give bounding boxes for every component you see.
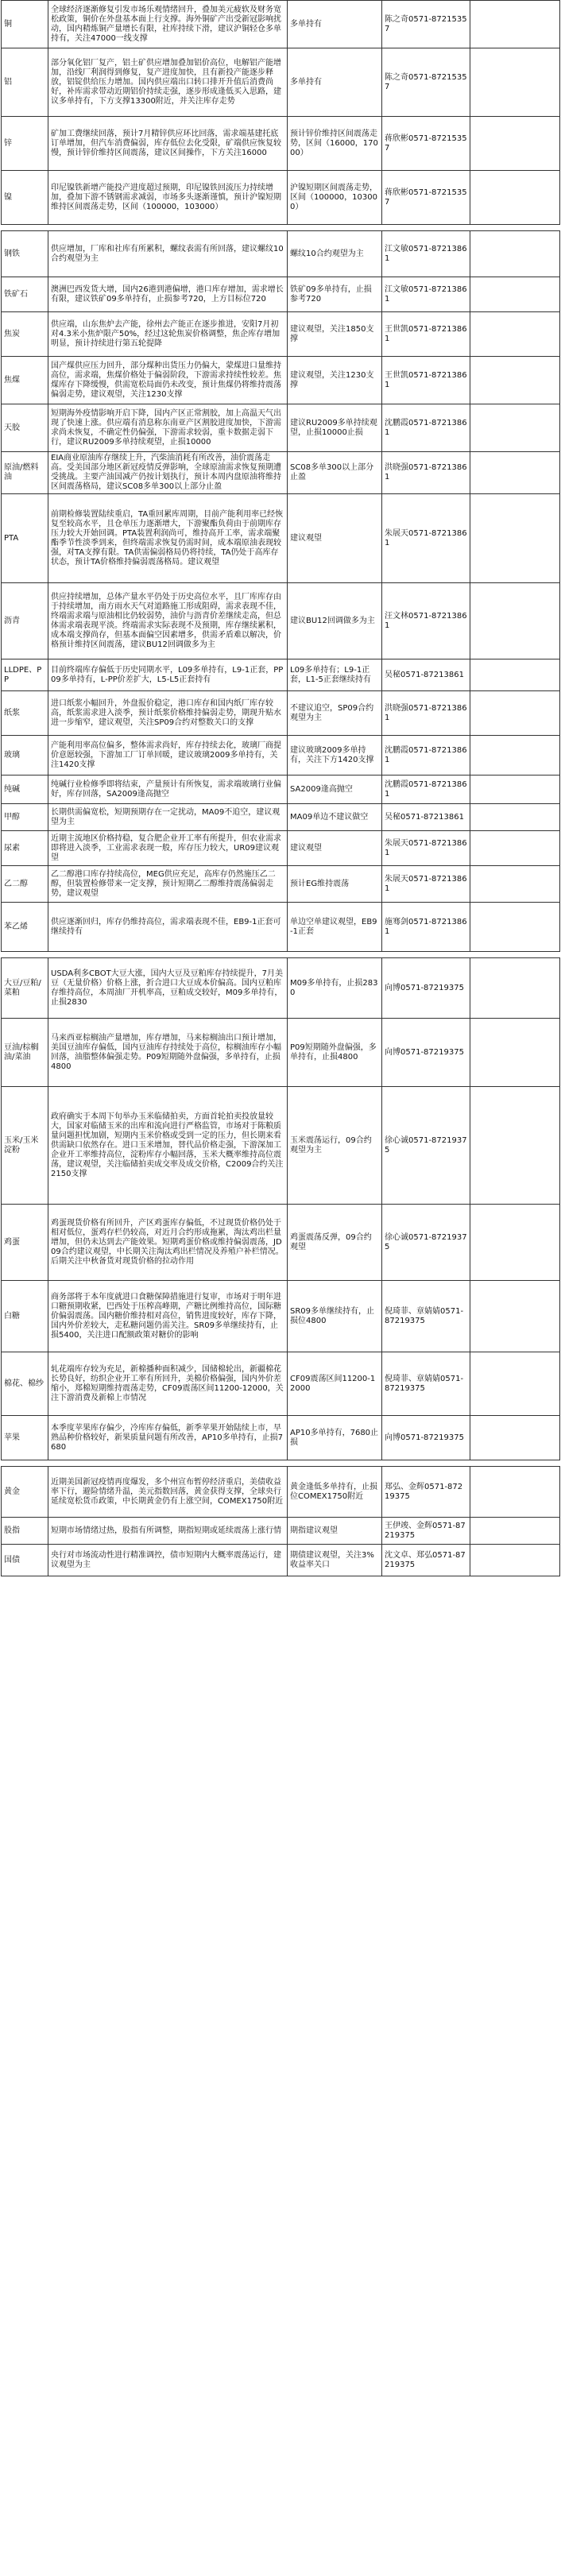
blank-cell [470,691,560,736]
commodity-name-cell: 铁矿石 [2,277,48,312]
table-row [2,117,560,171]
analysis-cell: 产能利用率高位偏多，整体需求尚好，库存持续去化，玻璃厂商提价意愿较强，下游加工厂订单回暖，建议玻璃2009多单持有，关注1420支撑 [48,736,288,776]
commodity-name-cell: 白糖 [2,1281,48,1352]
view-cell: 建议玻璃2009多单持有，关注下方1420支撑 [288,736,382,776]
commodity-name-cell: 钢铁 [2,231,48,277]
section-gap [1,225,560,230]
analyst-cell: 郑弘、金辉0571-87219375 [382,1467,470,1518]
table-row [2,171,560,225]
commodity-name-cell: 国债 [2,1545,48,1576]
table-row [2,277,560,312]
table-row [2,1,560,48]
view-cell: P09短期随外盘偏强，多单持有，止损4800 [288,1019,382,1087]
analysis-cell: 澳洲巴西发货大增，国内26港到港偏增，港口库存增加，需求增长有限，建议铁矿09多单持有，止损参考720，上方目标位720 [48,277,288,312]
table-row [2,1281,560,1352]
table-row [2,312,560,357]
blank-cell [470,231,560,277]
table-row [2,736,560,776]
commodity-name-cell: 苯乙烯 [2,903,48,952]
commodity-name-cell: 镍 [2,171,48,225]
analyst-cell: 蒋欣彬0571-87215357 [382,117,470,171]
blank-cell [470,804,560,831]
commodity-name-cell: 棉花、棉纱 [2,1352,48,1416]
commodity-name-cell: 玻璃 [2,736,48,776]
blank-cell [470,831,560,866]
analyst-cell: 沈鹏霞0571-87213861 [382,404,470,452]
commodity-name-cell: 锌 [2,117,48,171]
table-row [2,866,560,903]
table-row [2,1518,560,1545]
analyst-cell: 向博0571-87219375 [382,1416,470,1460]
analysis-cell: 近期美国新冠疫情再度爆发，多个州宣布暂停经济重启，美债收益率下行，避险情绪升温，美元指数回落，黄金获得支撑，全球央行延续宽松货币政策，中长期黄金仍有上涨空间，COMEX1750附近 [48,1467,288,1518]
commodity-name-cell: LLDPE、PP [2,659,48,691]
blank-cell [470,1545,560,1576]
table-row [2,357,560,404]
view-cell: 鸡蛋震荡反弹，09合约观望 [288,1205,382,1281]
commodity-name-cell: 豆油/棕榈油/菜油 [2,1019,48,1087]
commodity-name-cell: 沥青 [2,583,48,659]
analysis-cell: 供应增加，厂库和社库有所累积，螺纹表需有所回落，建议螺纹10合约观望为主 [48,231,288,277]
section-table-agriculture [1,957,560,1460]
blank-cell [470,1416,560,1460]
blank-cell [470,494,560,583]
analyst-cell: 向博0571-87219375 [382,1019,470,1087]
view-cell: AP10多单持有，7680止损 [288,1416,382,1460]
view-cell: MA09单边不建议做空 [288,804,382,831]
analysis-cell: 短期市场情绪过热，股指有所调整，期指短期或延续震荡上涨行情 [48,1518,288,1545]
view-cell: 多单持有 [288,1,382,48]
view-cell: 不建议追空，SP09合约观望为主 [288,691,382,736]
analysis-cell: 本季度苹果库存偏少，冷库库存偏低，新季苹果开始陆续上市，早熟品种价格较好，新果质量问题有所改善，AP10多单持有，止损7680 [48,1416,288,1460]
blank-cell [470,312,560,357]
analyst-cell: 倪琦菲、章婧婧0571-87219375 [382,1352,470,1416]
blank-cell [470,277,560,312]
blank-cell [470,903,560,952]
section-table-ferrous-energy-chemicals [1,230,560,952]
blank-cell [470,357,560,404]
analysis-cell: 前期检修装置陆续重启，TA重回累库周期，目前产能利用率已经恢复至较高水平，且仓单压力逐渐增大，下游聚酯负荷由于前期库存压力较大开始回调。PTA装置利润尚可，维持高开工率，需求端聚酯季节性淡季到来，但终端需求恢复仍需时间，成本端原油表现较强，对TA支撑有限。TA供需偏弱格局仍将持续，TA仍处于高库存状态，预计TA价格维持偏弱震荡格局。建议观望 [48,494,288,583]
view-cell: SR09多单继续持有，止损位4800 [288,1281,382,1352]
analysis-cell: 供应持续增加，总体产量水平仍处于历史高位水平，且厂库库存由于持续增加，南方雨水天气对道路施工形成阻碍，需求表现不佳，终端需求端与原油相比仍较弱势，油价与沥青价差继续走高，但总体需求端表现平淡。终端需求实际表现不及预期，库存继续累积，成本端支撑尚存，但基本面偏空因素增多，供需矛盾难以解决，价格预计维持区间震荡，建议BU12回调做多为主 [48,583,288,659]
view-cell: 期债建议观望，关注3%收益率关口 [288,1545,382,1576]
commodity-name-cell: 铜 [2,1,48,48]
analyst-cell: 朱展天0571-87213861 [382,494,470,583]
analyst-cell: 徐心诚0571-87219375 [382,1087,470,1205]
analysis-cell: 全球经济逐渐修复引发市场乐观情绪回升，叠加美元疲软及财务宽松政策，铜价在外盘基本面上行支撑。海外铜矿产出受新冠影响扰动，国内精炼铜产量增长有限，社库持续下滑，建议沪铜轻仓多单持有，关注47000一线支撑 [48,1,288,48]
table-row [2,583,560,659]
analyst-cell: 江文敏0571-87213861 [382,231,470,277]
commodity-name-cell: 乙二醇 [2,866,48,903]
analysis-cell: 央行对市场流动性进行精准调控，债市短期内大概率震荡运行，建议观望为主 [48,1545,288,1576]
blank-cell [470,404,560,452]
table-row [2,48,560,117]
view-cell: SA2009逢高抛空 [288,776,382,804]
analysis-cell: 政府确实于本周下旬举办玉米临储拍卖，方面首轮拍卖投放量较大，国家对临储玉米的出库和流向进行严格监管，市场对于陈粮质量问题担忧加剧，短期内玉米价格或受到一定的压力，但长期来看供需缺口依然存在。进口玉米增加，替代品价格走强，下游深加工企业开工率维持高位，淀粉库存小幅回落，玉米大概率维持高位震荡，建议观望，关注临储拍卖成交率及成交价格，C2009合约关注2150支撑 [48,1087,288,1205]
view-cell: 建议观望，关注1850支撑 [288,312,382,357]
blank-cell [470,1,560,48]
blank-cell [470,117,560,171]
table-row [2,776,560,804]
analyst-cell: 蒋欣彬0571-87215357 [382,171,470,225]
analysis-cell: 进口纸浆小幅回升，外盘报价稳定，港口库存和国内纸厂库存较高，纸浆需求进入淡季，预计纸浆价格维持偏弱走势，期现升贴水进一步缩窄，建议观望，关注SP09合约对整数关口的支撑 [48,691,288,736]
analysis-cell: 乙二醇港口库存持续高位，MEG供应充足，高库存仍然施压乙二醇，但装置检修带来一定支撑，预计短期乙二醇维持震荡偏弱走势，建议观望 [48,866,288,903]
analyst-cell: 朱展天0571-87213861 [382,831,470,866]
view-cell: 单边空单建议观望，EB9-1正套 [288,903,382,952]
analysis-cell: 长期供需偏宽松，短期预期存在一定扰动，MA09不追空，建议观望为主 [48,804,288,831]
commodity-name-cell: 纯碱 [2,776,48,804]
table-row [2,1352,560,1416]
analysis-cell: 短期海外疫情影响开启下降，国内产区正常割胶，加上高温天气出现了快速上涨。供应端有消息称东南亚产区割胶进度加快，下游需求尚未恢复，不确定性仍偏强，下游需求较弱，重卡数据走弱下行，建议RU2009多单持续观望，止损10000 [48,404,288,452]
commodity-name-cell: 铝 [2,48,48,117]
analysis-cell: 矿加工费继续回落，预计7月精锌供应环比回落，需求端基建托底订单增加，但汽车消费偏弱，库存低位去化受限，矿端供应恢复较慢，预计锌价维持区间震荡，建议区间操作，下方关注16000 [48,117,288,171]
section-table-precious-metals-index [1,1466,560,1576]
analyst-cell: 施骞剑0571-87213861 [382,903,470,952]
commodity-name-cell: 焦煤 [2,357,48,404]
analysis-cell: 印尼镍铁新增产能投产进度超过预期，印尼镍铁回流压力持续增加，叠加下游不锈钢需求减弱，市场多头逐渐谨慎，预计沪镍短期维持区间震荡走势，区间（100000，103000） [48,171,288,225]
table-row [2,903,560,952]
table-row [2,659,560,691]
table-row [2,1467,560,1518]
blank-cell [470,736,560,776]
view-cell: 玉米震荡运行，09合约观望为主 [288,1087,382,1205]
section-gap [1,1460,560,1466]
analysis-cell: 纯碱行业检修季即将结束，产量预计有所恢复，需求端玻璃行业偏好，库存回落，SA2009逢高抛空 [48,776,288,804]
table-row [2,1019,560,1087]
commodity-name-cell: 焦炭 [2,312,48,357]
analyst-cell: 洪晓强0571-87213861 [382,691,470,736]
table-row [2,804,560,831]
view-cell: CF09震荡区间11200-12000 [288,1352,382,1416]
blank-cell [470,583,560,659]
view-cell: 建议BU12回调做多为主 [288,583,382,659]
blank-cell [470,659,560,691]
view-cell: 建议观望 [288,494,382,583]
commodity-name-cell: 苹果 [2,1416,48,1460]
view-cell: L09多单持有；L9-1正套，L1-5正套继续持有 [288,659,382,691]
analysis-cell: 商务部将于本年度就进口食糖保障措施进行复审，市场对于明年进口糖预期收紧，巴西处于压榨高峰期，产糖比例维持高位，国际糖价偏弱震荡。国内糖价维持相对高位，销售进度较好，库存下降，国内外价差较大，走私糖问题仍需关注。SR09多单继续持有，止损5400，关注进口配额政策对糖价的影响 [48,1281,288,1352]
analyst-cell: 江文敏0571-87213861 [382,277,470,312]
market-strategy-sheet [1,0,560,1576]
blank-cell [470,958,560,1019]
analyst-cell: 沈鹏霞0571-87213861 [382,776,470,804]
view-cell: M09多单持有，止损2830 [288,958,382,1019]
analyst-cell: 沈文卓、郑弘0571-87219375 [382,1545,470,1576]
commodity-name-cell: 鸡蛋 [2,1205,48,1281]
analysis-cell: 马来西亚棕榈油产量增加，库存增加，马来棕榈油出口预计增加，美国豆油库存偏低，国内豆油库存持续处于高位，棕榈油库存小幅回落，油脂整体偏强走势。P09短期随外盘偏强，多单持有，止损4800 [48,1019,288,1087]
table-row [2,958,560,1019]
view-cell: 建议观望，关注1230支撑 [288,357,382,404]
section-gap [1,952,560,957]
commodity-name-cell: 纸浆 [2,691,48,736]
view-cell: 预计EG维持震荡 [288,866,382,903]
commodity-name-cell: PTA [2,494,48,583]
commodity-name-cell: 股指 [2,1518,48,1545]
table-row [2,831,560,866]
analyst-cell: 汪文林0571-87213861 [382,583,470,659]
analysis-cell: 目前终端库存偏低于历史同期水平，L09多单持有，L9-1正套，PP09多单持有，L-PP价差扩大，L5-L5正套持有 [48,659,288,691]
analyst-cell: 沈鹏霞0571-87213861 [382,736,470,776]
commodity-name-cell: 尿素 [2,831,48,866]
analyst-cell: 吴秘0571-87213861 [382,659,470,691]
view-cell: 沪镍短期区间震荡走势，区间（100000，103000） [288,171,382,225]
table-row [2,1545,560,1576]
analysis-cell: 国产煤供应压力回升，部分煤种出货压力仍偏大，蒙煤进口量维持高位，需求端，焦煤价格处于偏弱阶段，下游需求持续性较差。焦煤库存下降缓慢，供需宽松局面仍未改变，预计焦煤仍将维持震荡偏弱走势，建议观望，关注1230支撑 [48,357,288,404]
view-cell: 多单持有 [288,48,382,117]
analysis-cell: 供应端，山东焦炉去产能，徐州去产能正在逐步推进，安阳7月初对4.3米小焦炉限产50%，经过这轮焦炭价格调整，焦企库存增加明显，预计持续进行第五轮提降 [48,312,288,357]
analyst-cell: 向博0571-87219375 [382,958,470,1019]
blank-cell [470,1467,560,1518]
view-cell: SC08多单300以上部分止盈 [288,452,382,494]
blank-cell [470,776,560,804]
blank-cell [470,452,560,494]
table-row [2,452,560,494]
blank-cell [470,1205,560,1281]
analysis-cell: EIA商业原油库存继续上升，汽柴油消耗有所改善，油价震荡走高。受美国部分地区新冠疫情反弹影响，全球原油需求恢复预期遭受挑战。主要产油国减产仍按计划执行，预计本周内盘原油将维持区间震荡格局，建议SC08多单300以上部分止盈 [48,452,288,494]
commodity-name-cell: 甲醇 [2,804,48,831]
analysis-cell: 供应逐渐回归，库存仍维持高位，需求端表现不佳，EB9-1正套可继续持有 [48,903,288,952]
commodity-name-cell: 大豆/豆粕/菜粕 [2,958,48,1019]
view-cell: 螺纹10合约观望为主 [288,231,382,277]
table-row [2,1416,560,1460]
section-table-nonferrous [1,0,560,225]
commodity-name-cell: 原油/燃料油 [2,452,48,494]
analyst-cell: 王伊竣、金辉0571-87219375 [382,1518,470,1545]
analyst-cell: 王世凯0571-87213861 [382,357,470,404]
blank-cell [470,1352,560,1416]
blank-cell [470,1281,560,1352]
commodity-name-cell: 玉米/玉米淀粉 [2,1087,48,1205]
analyst-cell: 陈之奇0571-87215357 [382,48,470,117]
view-cell: 建议观望 [288,831,382,866]
analysis-cell: 鸡蛋现货价格有所回升，产区鸡蛋库存偏低，不过现货价格仍处于相对低位，蛋鸡存栏仍较高，对近月合约形成拖累，淘汰鸡出栏量增加，但仍未达到去产能效果。短期鸡蛋价格或维持偏弱震荡，JD09合约建议观望，中长期关注淘汰鸡出栏情况及养殖户补栏情况。后期关注中秋备货对现货价格的拉动作用 [48,1205,288,1281]
blank-cell [470,171,560,225]
table-row [2,1087,560,1205]
commodity-name-cell: 天胶 [2,404,48,452]
blank-cell [470,48,560,117]
blank-cell [470,1518,560,1545]
table-row [2,1205,560,1281]
view-cell: 建议RU2009多单持续观望，止损10000止损 [288,404,382,452]
analysis-cell: 近期主流地区价格持稳，复合肥企业开工率有所提升，但农业需求即将进入淡季，工业需求表现一般，库存压力较大，UR09建议观望 [48,831,288,866]
blank-cell [470,1087,560,1205]
view-cell: 预计锌价维持区间震荡走势，区间（16000，17000） [288,117,382,171]
analysis-cell: USDA利多CBOT大豆大涨，国内大豆及豆粕库存持续提升，7月美豆（无量价格）价格上涨，折合进口大豆成本价偏高。国内豆粕库存维持高位，本周油厂开机率高，豆粕成交较好，M09多单持有，止损2830 [48,958,288,1019]
analyst-cell: 徐心诚0571-87219375 [382,1205,470,1281]
analyst-cell: 陈之奇0571-87215357 [382,1,470,48]
table-row [2,231,560,277]
analyst-cell: 王世凯0571-87213861 [382,312,470,357]
analyst-cell: 吴秘0571-87213861 [382,804,470,831]
analyst-cell: 朱展天0571-87213861 [382,866,470,903]
blank-cell [470,1019,560,1087]
view-cell: 期指建议观望 [288,1518,382,1545]
commodity-name-cell: 黄金 [2,1467,48,1518]
table-row [2,691,560,736]
analysis-cell: 轧花端库存较为充足，新棉播种面积减少，国储棉轮出，新疆棉花长势良好，纺织企业开工率有所回升，美棉价格偏强，国内外价差缩小，郑棉短期维持震荡走势，CF09震荡区间11200-12000，关注下游消费及新棉上市情况 [48,1352,288,1416]
table-row [2,404,560,452]
view-cell: 铁矿09多单持有，止损参考720 [288,277,382,312]
view-cell: 黄金逢低多单持有，止损位COMEX1750附近 [288,1467,382,1518]
analysis-cell: 部分氧化铝厂复产，铝土矿供应增加叠加铝价高位，电解铝产能增加，沿线厂利润得到修复，复产进度加快，且有新投产能逐步释放，铝锭供给压力增加。国内供应端出口转口排开升值后消费尚好，补库需求带动近期铝价持续走强，逐步形成逢低买入思路，建议多单持有，下方支撑13300附近，并关注库存走势 [48,48,288,117]
table-row [2,494,560,583]
analyst-cell: 洪晓强0571-87213861 [382,452,470,494]
blank-cell [470,866,560,903]
analyst-cell: 倪琦菲、章婧婧0571-87219375 [382,1281,470,1352]
